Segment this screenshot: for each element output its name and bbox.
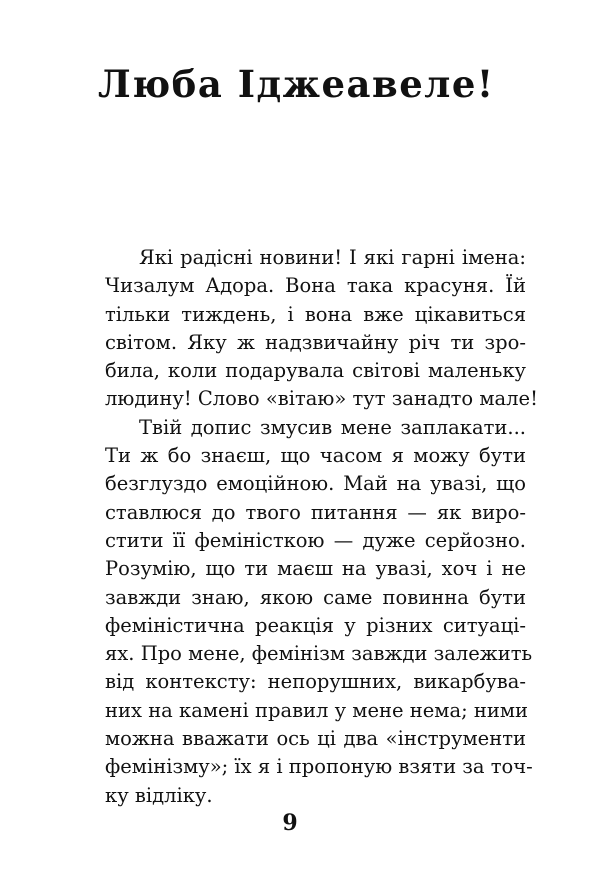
text-line: Ти ж бо знаєш, що часом я можу бути bbox=[105, 444, 526, 468]
text-line: тільки тиждень, і вона вже цікавиться bbox=[105, 302, 526, 326]
text-line: ях. Про мене, фемінізм завжди залежить bbox=[105, 642, 533, 666]
text-line: феміністична реакція у різних ситуаці- bbox=[105, 613, 526, 637]
text-line: Чизалум Адора. Вона така красуня. Їй bbox=[105, 274, 526, 298]
text-line: фемінізму»; їх я і пропоную взяти за точ- bbox=[105, 755, 533, 779]
text-line: світом. Яку ж надзвичайну річ ти зро- bbox=[105, 330, 526, 354]
text-line: завжди знаю, якою саме повинна бути bbox=[105, 585, 526, 609]
text-line: Твій допис змусив мене заплакати... bbox=[139, 415, 526, 439]
text-line: била, коли подарувала світові маленьку bbox=[105, 359, 526, 383]
text-line: них на камені правил у мене нема; ними bbox=[105, 698, 529, 722]
page-number: 9 bbox=[282, 810, 298, 836]
text-line: стити її феміністкою — дуже серйозно. bbox=[105, 528, 526, 552]
text-line: людину! Слово «вітаю» тут занадто мале! bbox=[105, 387, 538, 411]
paragraph-2 bbox=[105, 414, 533, 810]
text-line: можна вважати ось ці два «інструменти bbox=[105, 727, 526, 751]
text-line: від контексту: непорушних, викарбува- bbox=[105, 670, 526, 694]
text-line: Розумію, що ти маєш на увазі, хоч і не bbox=[105, 557, 526, 581]
text-line: ку відліку. bbox=[105, 783, 213, 807]
body-text bbox=[105, 244, 538, 810]
paragraph-1 bbox=[105, 244, 538, 414]
text-line: Які радісні новини! І які гарні імена: bbox=[139, 246, 526, 269]
text-line: безглуздо емоційною. Май на увазі, що bbox=[105, 472, 526, 496]
page-title: Люба Іджеавеле! bbox=[98, 62, 495, 106]
text-line: ставлюся до твого питання — як виро- bbox=[105, 500, 526, 524]
